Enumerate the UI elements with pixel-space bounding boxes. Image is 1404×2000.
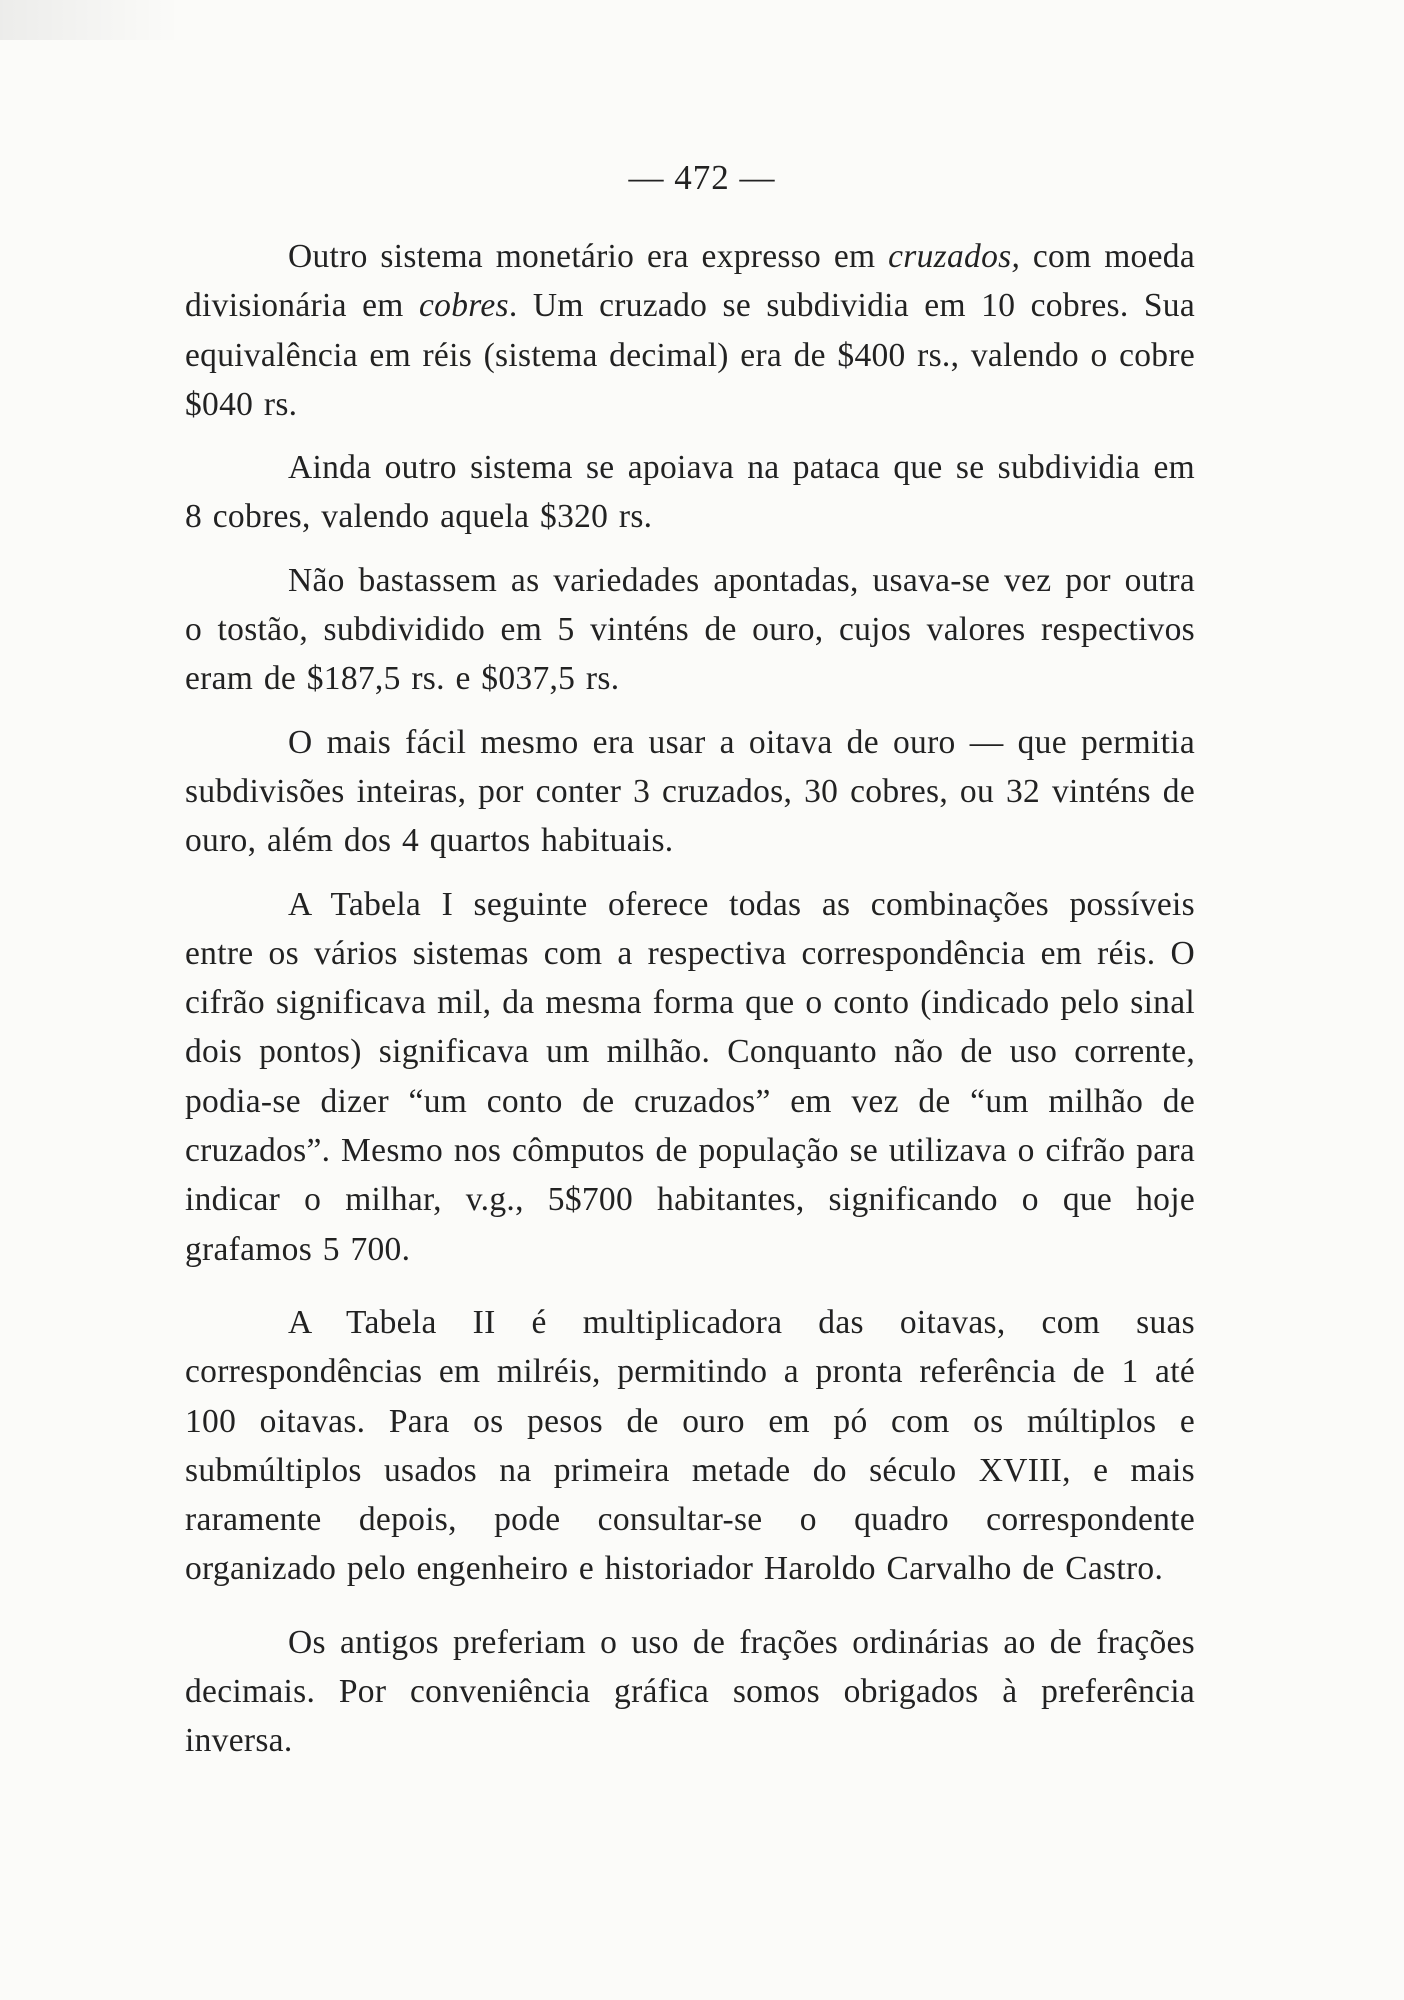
page-number: — 472 —	[628, 158, 776, 197]
scan-edge-shadow	[0, 0, 180, 40]
paragraph-tostao: Não bastassem as variedades apontadas, usava-se vez por outra o tostão, subdividido em 5 vinténs de ouro, cujos valores respectivos eram de $187,5 rs. e $037,5 rs.	[185, 561, 1195, 698]
paragraph-tabela-2: A Tabela II é multiplicadora das oitavas, com suas correspondências em milréis, permitindo a pronta referência de 1 até 100 oitavas. Para os pesos de ouro em pó com os múltiplos e submúltiplos usados na primeira metade do século XVIII, e mais raramente depois, pode consultar-se o quadro correspondente organizado pelo engenheiro e historiador Haroldo Carvalho de Castro.	[185, 1303, 1195, 1588]
paragraph-pataca: Ainda outro sistema se apoiava na pataca que se subdividia em 8 cobres, valendo aquela $320 rs.	[185, 449, 1195, 536]
term-cobres: cobres	[418, 287, 509, 325]
paragraph-text: . Um cruzado se subdividia em 10 cobres. Sua equivalência em réis (sistema decimal) era de $400 rs., valendo o cobre $040 rs.	[185, 287, 1195, 423]
paragraph-cruzados	[185, 232, 1195, 429]
paragraph-text: com moeda divisionária em	[185, 238, 1195, 325]
paragraph-text: Outro sistema monetário era expresso em	[288, 238, 889, 275]
term-cruzados: cruzados,	[888, 238, 1021, 275]
paragraph-fracoes: Os antigos preferiam o uso de frações ordinárias ao de frações decimais. Por conveniência gráfica somos obrigados à preferência inversa.	[185, 1623, 1195, 1760]
body-text	[185, 232, 1195, 1780]
paragraph-tabela-1: A Tabela I seguinte oferece todas as combinações possíveis entre os vários sistemas com a respectiva correspondência em réis. O cifrão significava mil, da mesma forma que o conto (indicado pelo sinal dois pontos) significava um milhão. Conquanto não de uso corrente, podia-se dizer “um conto de cruzados” em vez de “um milhão de cruzados”. Mesmo nos cômputos de população se utilizava o cifrão para indicar o milhar, v.g., 5$700 habitantes, significando o que hoje grafamos 5 700.	[185, 885, 1195, 1268]
paragraph-oitava: O mais fácil mesmo era usar a oitava de ouro — que permitia subdivisões inteiras, por conter 3 cruzados, 30 cobres, ou 32 vinténs de ouro, além dos 4 quartos habituais.	[185, 723, 1195, 860]
